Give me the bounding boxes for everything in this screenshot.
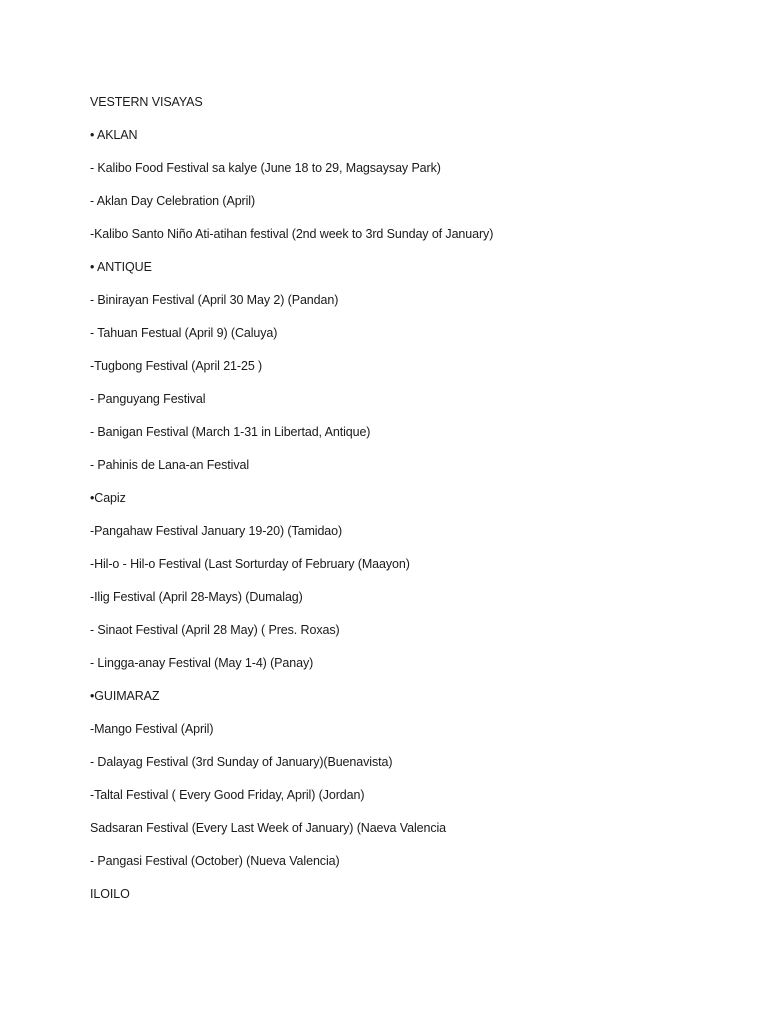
- list-item: -Hil-o - Hil-o Festival (Last Sorturday of February (Maayon): [90, 557, 410, 571]
- list-item: - Aklan Day Celebration (April): [90, 194, 256, 208]
- region-heading: VESTERN VISAYAS: [90, 95, 203, 109]
- list-item: - Kalibo Food Festival sa kalye (June 18 to 29, Magsaysay Park): [90, 161, 441, 175]
- province-heading-antique: • ANTIQUE: [90, 260, 152, 274]
- list-item: - Pangasi Festival (October) (Nueva Valencia): [90, 854, 340, 868]
- province-heading-capiz: •Capiz: [90, 491, 126, 505]
- list-item: -Tugbong Festival (April 21-25 ): [90, 359, 263, 373]
- list-item: -Ilig Festival (April 28-Mays) (Dumalag): [90, 590, 303, 604]
- festival-list: [90, 92, 730, 917]
- list-item: -Mango Festival (April): [90, 722, 214, 736]
- list-item: - Sinaot Festival (April 28 May) ( Pres. Roxas): [90, 623, 340, 637]
- list-item: - Lingga-anay Festival (May 1-4) (Panay): [90, 656, 314, 670]
- list-item: - Pahinis de Lana-an Festival: [90, 458, 249, 472]
- list-item: - Tahuan Festual (April 9) (Caluya): [90, 326, 278, 340]
- list-item: - Dalayag Festival (3rd Sunday of January)(Buenavista): [90, 755, 393, 769]
- list-item: Sadsaran Festival (Every Last Week of January) (Naeva Valencia: [90, 821, 447, 835]
- province-heading-guimaraz: •GUIMARAZ: [90, 689, 160, 703]
- list-item: - Panguyang Festival: [90, 392, 206, 406]
- province-heading-iloilo: ILOILO: [90, 887, 130, 901]
- list-item: - Binirayan Festival (April 30 May 2) (Pandan): [90, 293, 339, 307]
- list-item: -Taltal Festival ( Every Good Friday, April) (Jordan): [90, 788, 365, 802]
- list-item: -Kalibo Santo Niño Ati-atihan festival (2nd week to 3rd Sunday of January): [90, 227, 494, 241]
- list-item: - Banigan Festival (March 1-31 in Libertad, Antique): [90, 425, 371, 439]
- list-item: -Pangahaw Festival January 19-20) (Tamidao): [90, 524, 343, 538]
- province-heading-aklan: • AKLAN: [90, 128, 138, 142]
